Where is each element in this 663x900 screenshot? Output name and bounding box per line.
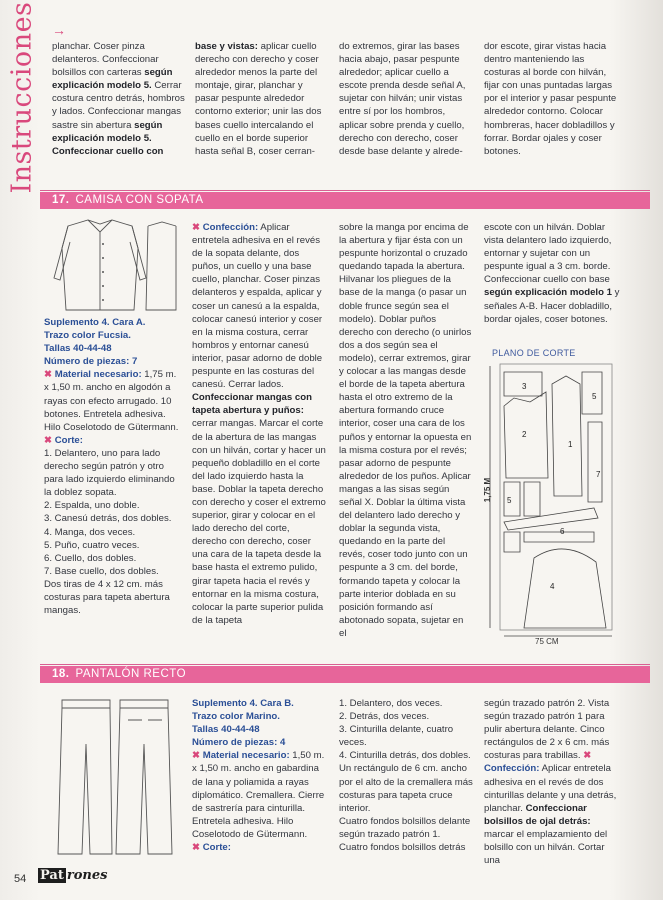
intro-column-3: do extremos, girar las bases hacia abajo, pasar pespunte alrededor; aplicar cuello a escote prenda desde señal A, sujetar con hilván; unir vistas entre sí por los hombros, aplicar sobre prenda y cuello, derecho con derecho, coser desde base delante y alrede- [339, 41, 466, 157]
section17-column-2: ✖ Confección: Aplicar entretela adhesiva en el revés de la sopata delante, dos puños, un cuello y una base cuello, planchar. Coser pinzas delanteros y espalda, aplicar y coser un canesú a la espalda, colocar canesú interior y coser en la misma costura, cerrar hombros y entornar canesú interior, pasar adorno de doble pespunte en las costuras del canesú. Cerrar lados. Confeccionar mangas con tapeta abertura y puños: cerrar mangas. Marcar el corte de la abertura de las mangas con un hilván, cortar y hacer un pequeño dobladillo en el corte del lado izquierdo hasta la base. Doblar la tapeta derecho con derecho y coser el extremo superior, girar y colocar en el lado derecho del corte, derecho con derecho, coser una cara de la tapeta desde la base hasta el extremo pulido, girar tapeta hacia el revés y entornar en la misma costura, colocar la parte superior pulida de la tapeta [192, 222, 326, 626]
page-number: 54 [14, 873, 27, 885]
patrones-logo: Pat rones [40, 868, 108, 883]
supplement-label: Suplemento 4. Cara A. [44, 317, 146, 328]
pieces-count: Número de piezas: 4 [192, 737, 286, 749]
cross-bullet-icon: ✖ [192, 750, 203, 762]
plan-width-label: 75 CM [535, 637, 559, 646]
section18-column-1: Suplemento 4. Cara B. Trazo color Marino. Tallas 40-44-48 Número de piezas: 4 ✖ Material necesario: 1,50 m. x 1,50 m. ancho en gabardina de lana y poliamida a rayas diplomático. Cremallera. Cierre de sastrería para cinturilla. Entretela adhesiva. Hilo Coselotodo de Gütermann. ✖ Corte: [192, 698, 325, 854]
sizes: Tallas 40-44-48 [192, 724, 260, 736]
cutting-plan-diagram [484, 362, 614, 640]
plan-piece-number: 5 [507, 496, 512, 505]
corte-item: Dos tiras de 4 x 12 cm. más costuras para tapeta abertura mangas. [44, 578, 170, 617]
section-divider [40, 664, 650, 665]
plan-height-label: 1,75 M [483, 477, 492, 503]
intro-column-2: base y vistas: aplicar cuello derecho con derecho y coser alrededor menos la parte del montaje, girar, planchar y pasar pespunte alrededor contorno exterior; unir las dos bases cuello intercalando el cuello en el borde superior hasta señal B, coser cerran- [195, 41, 322, 157]
plan-piece-number: 6 [560, 527, 565, 536]
supplement-label: Suplemento 4. Cara B. [192, 698, 294, 709]
plan-piece-number: 4 [550, 582, 555, 591]
cross-bullet-icon: ✖ [192, 222, 203, 233]
plan-piece-number: 7 [596, 470, 601, 479]
corte-item: 4. Manga, dos veces. [44, 526, 136, 538]
corte-item: Cuatro fondos bolsillos detrás [339, 842, 466, 854]
corte-item: 2. Detrás, dos veces. [339, 711, 430, 723]
intro-column-1: planchar. Coser pinza delanteros. Confeccionar bolsillos con carteras según explicación modelo 5. Cerrar costura centro detrás, hombros y lados. Confeccionar mangas sastre sin abertura según explicación modelo 5. Confeccionar cuello con [52, 41, 185, 157]
corte-item: 1. Delantero, dos veces. [339, 698, 443, 709]
trace-color: Trazo color Marino. [192, 711, 280, 723]
sizes: Tallas 40-44-48 [44, 343, 112, 355]
vertical-section-title: Instrucciones [6, 1, 38, 194]
cross-bullet-icon: ✖ [44, 369, 55, 381]
corte-item: 5. Puño, cuatro veces. [44, 539, 140, 551]
continue-arrow-icon: → [52, 22, 66, 38]
pants-sketch [56, 694, 176, 858]
intro-column-4: dor escote, girar vistas hacia dentro manteniendo las costuras al borde con hilván, fijar con unas puntadas largas por el interior y pasar pespunte alrededor contorno. Colocar hombreras, hacer dobladillos y forrar. Bordar ojales y coser botones. [484, 41, 617, 157]
plan-piece-number: 2 [522, 430, 527, 439]
corte-item: 7. Base cuello, dos dobles. [44, 565, 159, 577]
section-17-header: 17. CAMISA CON SOPATA [40, 192, 650, 209]
section17-details-column: Suplemento 4. Cara A. Trazo color Fucsia. Tallas 40-44-48 Número de piezas: 7 ✖ Material necesario: 1,75 m. x 1,50 m. ancho en algodón a rayas con efecto arrugado. 10 botones. Entretela adhesiva. Hilo Coselotodo de Gütermann. ✖ Corte: 1. Delantero, uno para lado derecho según patrón y otro para lado izquierdo eliminando la doblez sopata. 2. Espalda, uno doble. 3. Canesú detrás, dos dobles. 4. Manga, dos veces. 5. Puño, cuatro veces. 6. Cuello, dos dobles. 7. Base cuello, dos dobles. Dos tiras de 4 x 12 cm. más costuras para tapeta abertura mangas. [44, 317, 179, 617]
corte-item: 2. Espalda, uno doble. [44, 500, 140, 512]
section18-column-2 [339, 697, 473, 854]
pieces-count: Número de piezas: 7 [44, 356, 138, 368]
shirt-sketch [48, 218, 178, 318]
plan-piece-number: 3 [522, 382, 527, 391]
section-18-header: 18. PANTALÓN RECTO [40, 666, 650, 683]
section17-column-3: sobre la manga por encima de la abertura y fijar ésta con un pespunte horizontal o cruzado quedando tapada la abertura. Hilvanar los pliegues de la base de la manga (o pasar un doble frunce según sea el modelo). Doblar puños derecho con derecho (o unirlos dos a dos según sea el modelo), cerrar extremos, girar y colocar a las mangas desde el borde de la tapeta abertura hasta el otro extremo de la abertura formando cruce interior, coser una cara de los puños y entornar la opuesta en la misma costura por el revés; pasar adorno de pespunte alrededor de los puños. Aplicar mangas a las sisas según señal X. Doblar la última vista del delantero lado derecho y doblar la segunda vista, quedando en la parte del revés, coser todo junto con un pespunte a 3 cm. del borde, formando tapeta y colocar la parte interior doblada en su posición formando así abotonado sopata, sujetar en el [339, 222, 472, 639]
cross-bullet-icon: ✖ [583, 750, 592, 762]
corte-item: Cuatro fondos bolsillos delante según trazado patrón 1. [339, 815, 471, 840]
trace-color: Trazo color Fucsia. [44, 330, 131, 342]
corte-item: 3. Cinturilla delante, cuatro veces. [339, 724, 454, 749]
section-divider [40, 190, 650, 191]
corte-list [44, 447, 179, 617]
corte-item: 3. Canesú detrás, dos dobles. [44, 513, 172, 525]
plan-piece-number: 5 [592, 392, 597, 401]
cutting-plan-title: PLANO DE CORTE [492, 348, 576, 358]
cross-bullet-icon: ✖ [192, 842, 203, 854]
corte-item: 1. Delantero, uno para lado derecho según patrón y otro para lado izquierdo eliminando la doblez sopata. [44, 447, 175, 499]
plan-piece-number: 1 [568, 440, 573, 449]
corte-item: 6. Cuello, dos dobles. [44, 552, 137, 564]
cross-bullet-icon: ✖ [44, 434, 55, 446]
section17-column-4: escote con un hilván. Doblar vista delantero lado izquierdo, entornar y sujetar con un pespunte igual a 3 cm. borde. Confeccionar cuello con base según explicación modelo 1 y señales A-B. Hacer dobladillo, bordar ojales, coser botones. [484, 222, 620, 325]
corte-item: 4. Cinturilla detrás, dos dobles. Un rectángulo de 6 cm. ancho por el alto de la cremallera más costuras para tapeta cruce interior. [339, 750, 473, 814]
section18-column-3: según trazado patrón 2. Vista según trazado patrón 1 para pulir abertura delante. Cinco rectángulos de 2 x 6 cm. más costuras para trabillas. ✖ Confección: Aplicar entretela adhesiva en el revés de dos cinturillas delante y una detrás, planchar. Confeccionar bolsillos de ojal detrás: marcar el emplazamiento del bolsillo con un hilván. Cortar una [484, 698, 617, 867]
